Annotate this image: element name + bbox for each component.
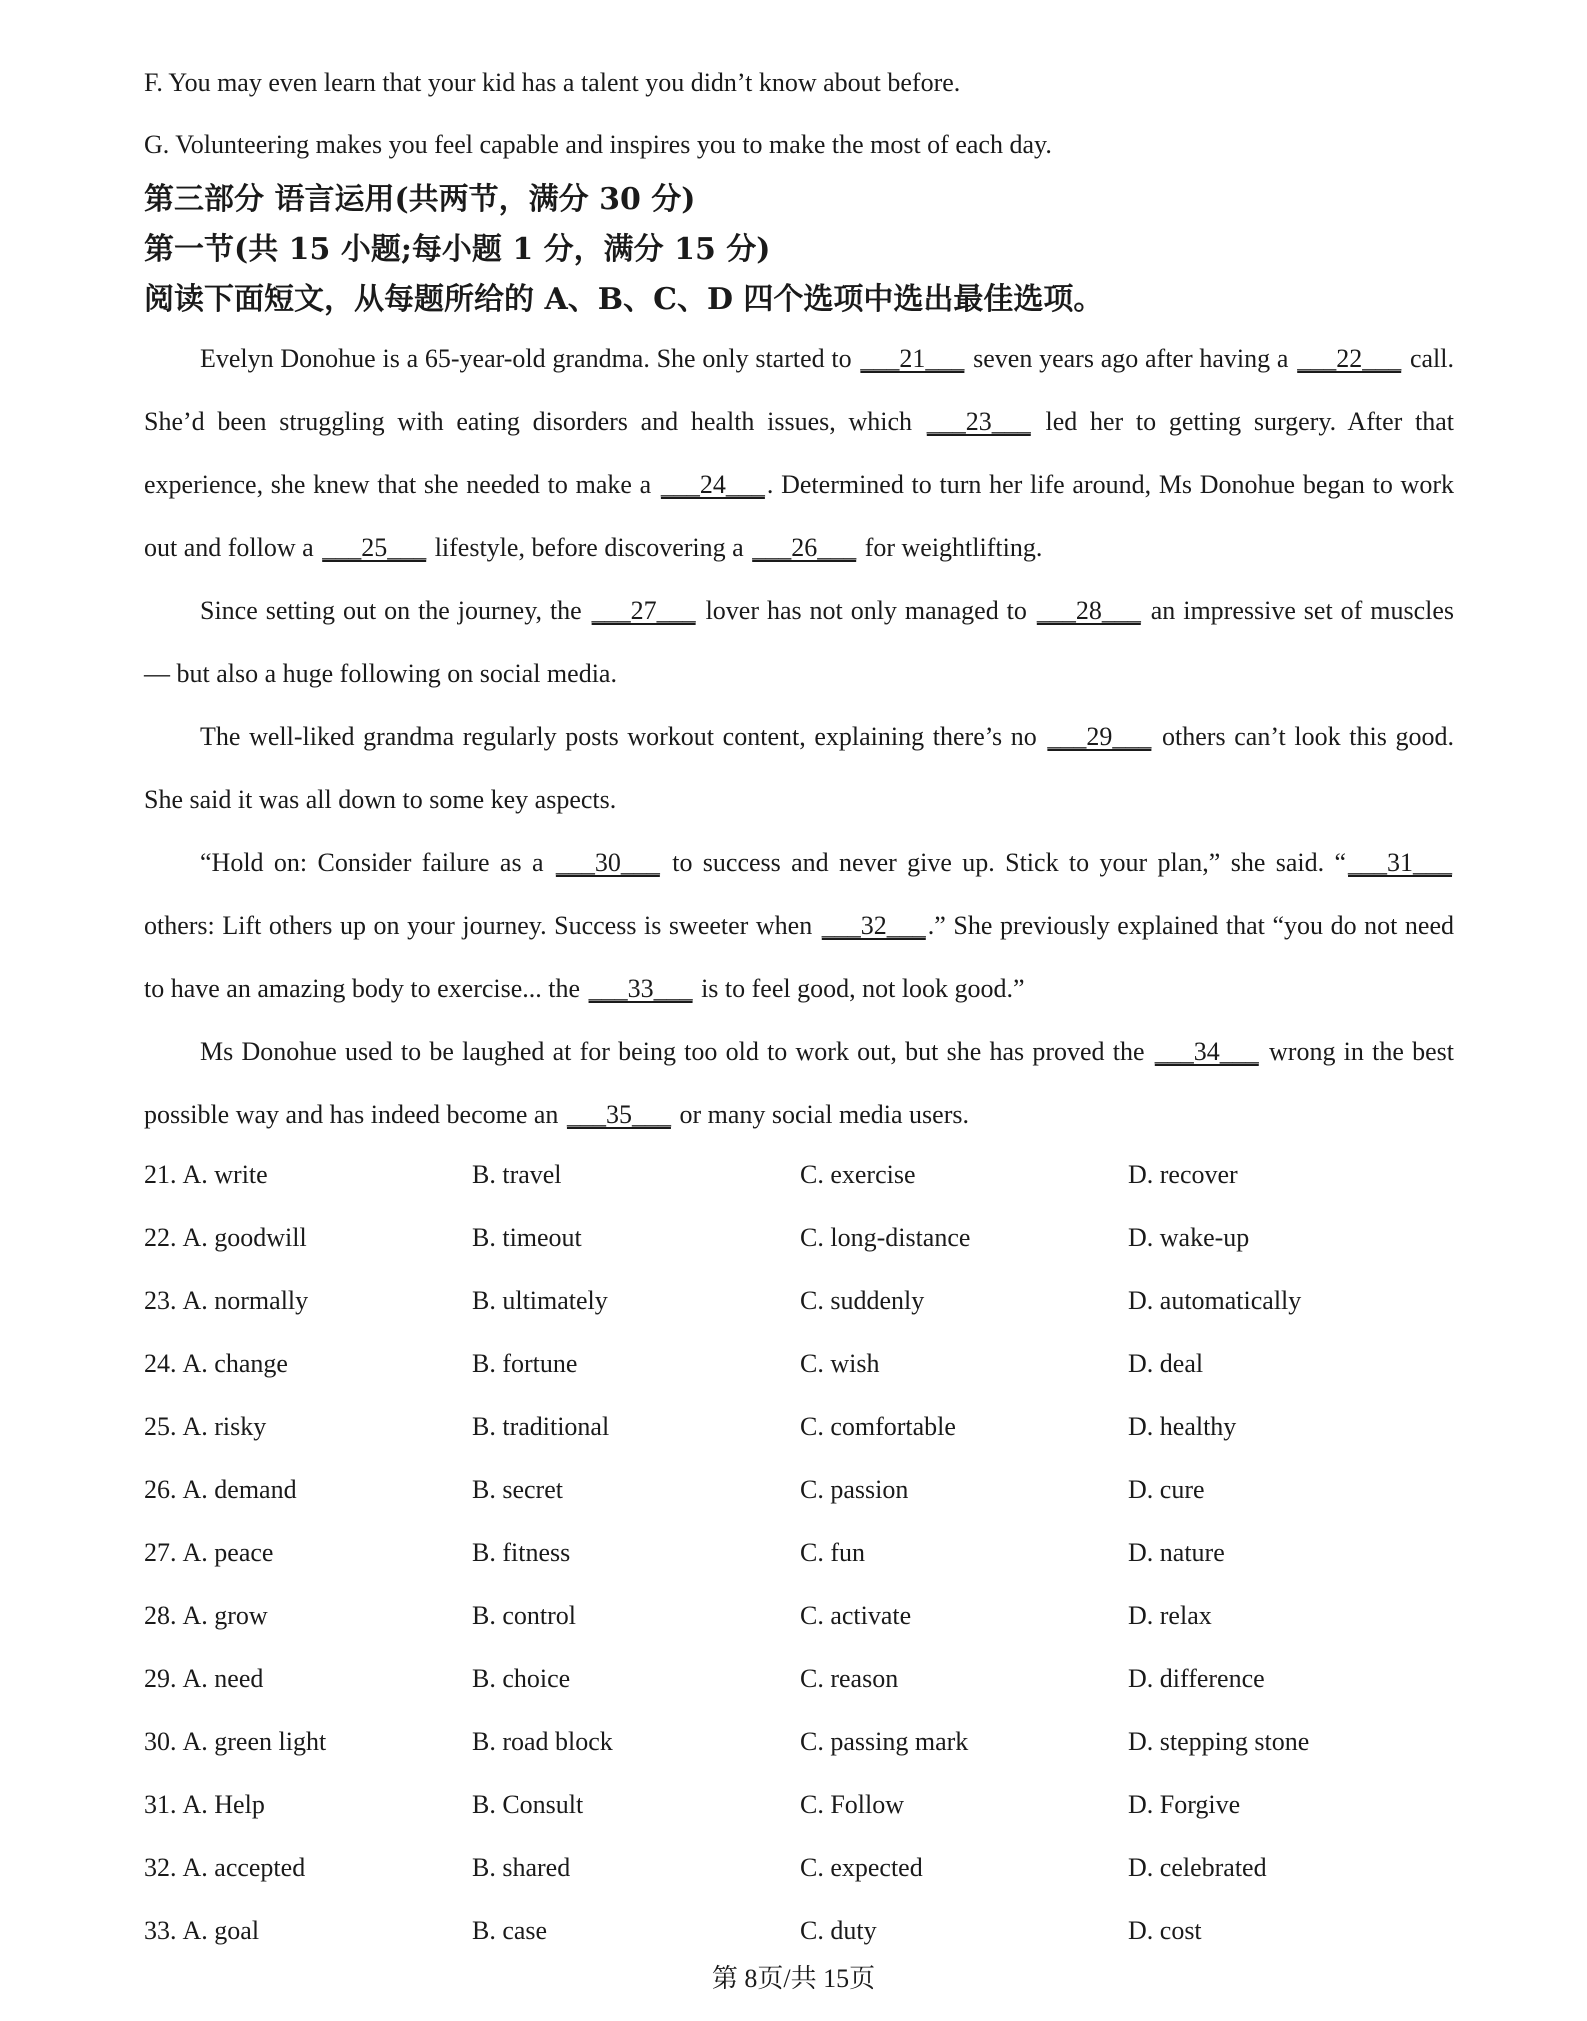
option-c: C. passion [800, 1475, 909, 1504]
question-row [144, 1458, 1464, 1521]
text: lover has not only managed to [697, 596, 1035, 625]
option-b: B. control [472, 1601, 576, 1630]
blank-28: ___28___ [1036, 596, 1141, 625]
question-row [144, 1395, 1464, 1458]
blank-31: ___31___ [1348, 848, 1453, 877]
question-row [144, 1710, 1464, 1773]
passage-paragraph-1 [144, 327, 1454, 579]
question-row [144, 1206, 1464, 1269]
question-number: 30. [144, 1727, 177, 1756]
page-number-footer: 第 8页/共 15页 [711, 1964, 876, 1993]
question-number: 26. [144, 1475, 177, 1504]
option-d: D. deal [1128, 1349, 1204, 1378]
blank-34: ___34___ [1154, 1037, 1259, 1066]
question-row [144, 1332, 1464, 1395]
option-d: D. nature [1128, 1538, 1225, 1567]
instruction: 阅读下面短文，从每题所给的 A、B、C、D 四个选项中选出最佳选项。 [144, 282, 1104, 317]
blank-23: ___23___ [926, 407, 1031, 436]
text: others: Lift others up on your journey. Success is sweeter when [144, 911, 820, 940]
text: seven years ago after having a [966, 344, 1296, 373]
option-d: D. automatically [1128, 1286, 1302, 1315]
option-c: C. activate [800, 1601, 912, 1630]
question-options [144, 1143, 1464, 1962]
option-c: C. exercise [800, 1160, 916, 1189]
option-c: C. reason [800, 1664, 899, 1693]
question-number: 22. [144, 1223, 177, 1252]
section-title: 第一节(共 15 小题;每小题 1 分，满分 15 分) [144, 232, 771, 267]
question-number: 32. [144, 1853, 177, 1882]
question-number: 25. [144, 1412, 177, 1441]
option-g-text: G. Volunteering makes you feel capable and inspires you to make the most of each day. [144, 130, 1052, 159]
text: wrong in the best possible way and has indeed become an [144, 1037, 1454, 1129]
option-d: D. healthy [1128, 1412, 1237, 1441]
option-a: A. accepted [182, 1853, 306, 1882]
option-c: C. suddenly [800, 1286, 925, 1315]
option-b: B. choice [472, 1664, 571, 1693]
option-b: B. traditional [472, 1412, 610, 1441]
option-b: B. timeout [472, 1223, 582, 1252]
passage-paragraph-5 [144, 1020, 1454, 1146]
text: led her to getting surgery. After that experience, she knew that she needed to make a [144, 407, 1455, 499]
option-c: C. comfortable [800, 1412, 956, 1441]
question-row [144, 1143, 1464, 1206]
option-d: D. celebrated [1128, 1853, 1267, 1882]
text: others can’t look this good. She said it was all down to some key aspects. [144, 722, 1454, 814]
blank-21: ___21___ [860, 344, 965, 373]
option-a: A. demand [182, 1475, 297, 1504]
question-row [144, 1836, 1464, 1899]
option-c: C. duty [800, 1916, 877, 1945]
option-d: D. wake-up [1128, 1223, 1250, 1252]
option-d: D. Forgive [1128, 1790, 1241, 1819]
option-b: B. ultimately [472, 1286, 608, 1315]
text: to success and never give up. Stick to your plan,” she said. “ [661, 848, 1347, 877]
option-b: B. travel [472, 1160, 562, 1189]
text: Ms Donohue used to be laughed at for being too old to work out, but she has proved the [200, 1037, 1153, 1066]
text: “Hold on: Consider failure as a [200, 848, 554, 877]
blank-27: ___27___ [591, 596, 696, 625]
blank-24: ___24___ [660, 470, 765, 499]
question-row [144, 1899, 1464, 1962]
option-a: A. grow [182, 1601, 268, 1630]
text: is to feel good, not look good.” [694, 974, 1025, 1003]
blank-32: ___32___ [821, 911, 926, 940]
blank-22: ___22___ [1297, 344, 1402, 373]
text: Evelyn Donohue is a 65-year-old grandma. She only started to [200, 344, 859, 373]
option-a: A. change [182, 1349, 288, 1378]
option-f-text: F. You may even learn that your kid has a talent you didn’t know about before. [144, 68, 961, 97]
option-b: B. Consult [472, 1790, 584, 1819]
option-c: C. expected [800, 1853, 923, 1882]
text: for weightlifting. [858, 533, 1043, 562]
option-a: A. green light [182, 1727, 327, 1756]
question-number: 28. [144, 1601, 177, 1630]
option-b: B. shared [472, 1853, 571, 1882]
option-d: D. stepping stone [1128, 1727, 1310, 1756]
question-number: 31. [144, 1790, 177, 1819]
question-row [144, 1269, 1464, 1332]
question-row [144, 1521, 1464, 1584]
question-number: 27. [144, 1538, 177, 1567]
option-a: A. Help [182, 1790, 265, 1819]
option-a: A. normally [182, 1286, 309, 1315]
option-a: A. goal [182, 1916, 260, 1945]
question-number: 21. [144, 1160, 177, 1189]
option-a: A. write [182, 1160, 268, 1189]
option-c: C. fun [800, 1538, 865, 1567]
option-b: B. secret [472, 1475, 563, 1504]
question-number: 33. [144, 1916, 177, 1945]
passage-paragraph-2 [144, 579, 1454, 705]
option-d: D. relax [1128, 1601, 1212, 1630]
passage-paragraph-4 [144, 831, 1454, 1020]
text: The well-liked grandma regularly posts workout content, explaining there’s no [200, 722, 1046, 751]
option-b: B. fortune [472, 1349, 578, 1378]
part-title: 第三部分 语言运用(共两节，满分 30 分) [144, 182, 696, 217]
passage-paragraph-3 [144, 705, 1454, 831]
option-a: A. risky [182, 1412, 267, 1441]
blank-33: ___33___ [588, 974, 693, 1003]
text: .” She previously explained that “you do not need to have an amazing body to exercise... the [144, 911, 1455, 1003]
option-a: A. peace [182, 1538, 274, 1567]
text: an impressive set of muscles — but also a huge following on social media. [144, 596, 1454, 688]
text: or many social media users. [672, 1100, 969, 1129]
question-number: 23. [144, 1286, 177, 1315]
option-c: C. wish [800, 1349, 880, 1378]
option-a: A. goodwill [182, 1223, 307, 1252]
blank-29: ___29___ [1047, 722, 1152, 751]
option-b: B. case [472, 1916, 548, 1945]
text: lifestyle, before discovering a [428, 533, 751, 562]
question-row [144, 1773, 1464, 1836]
option-c: C. passing mark [800, 1727, 969, 1756]
blank-25: ___25___ [322, 533, 427, 562]
option-c: C. long-distance [800, 1223, 971, 1252]
question-row [144, 1584, 1464, 1647]
option-a: A. need [182, 1664, 264, 1693]
option-b: B. road block [472, 1727, 613, 1756]
question-number: 29. [144, 1664, 177, 1693]
text: Since setting out on the journey, the [200, 596, 590, 625]
blank-30: ___30___ [555, 848, 660, 877]
question-row [144, 1647, 1464, 1710]
option-d: D. cure [1128, 1475, 1205, 1504]
option-d: D. cost [1128, 1916, 1202, 1945]
blank-26: ___26___ [752, 533, 857, 562]
option-c: C. Follow [800, 1790, 905, 1819]
option-d: D. difference [1128, 1664, 1265, 1693]
blank-35: ___35___ [566, 1100, 671, 1129]
question-number: 24. [144, 1349, 177, 1378]
text: . Determined to turn her life around, Ms Donohue began to work out and follow a [144, 470, 1454, 562]
option-b: B. fitness [472, 1538, 571, 1567]
text: call. She’d been struggling with eating disorders and health issues, which [144, 344, 1454, 436]
option-d: D. recover [1128, 1160, 1238, 1189]
